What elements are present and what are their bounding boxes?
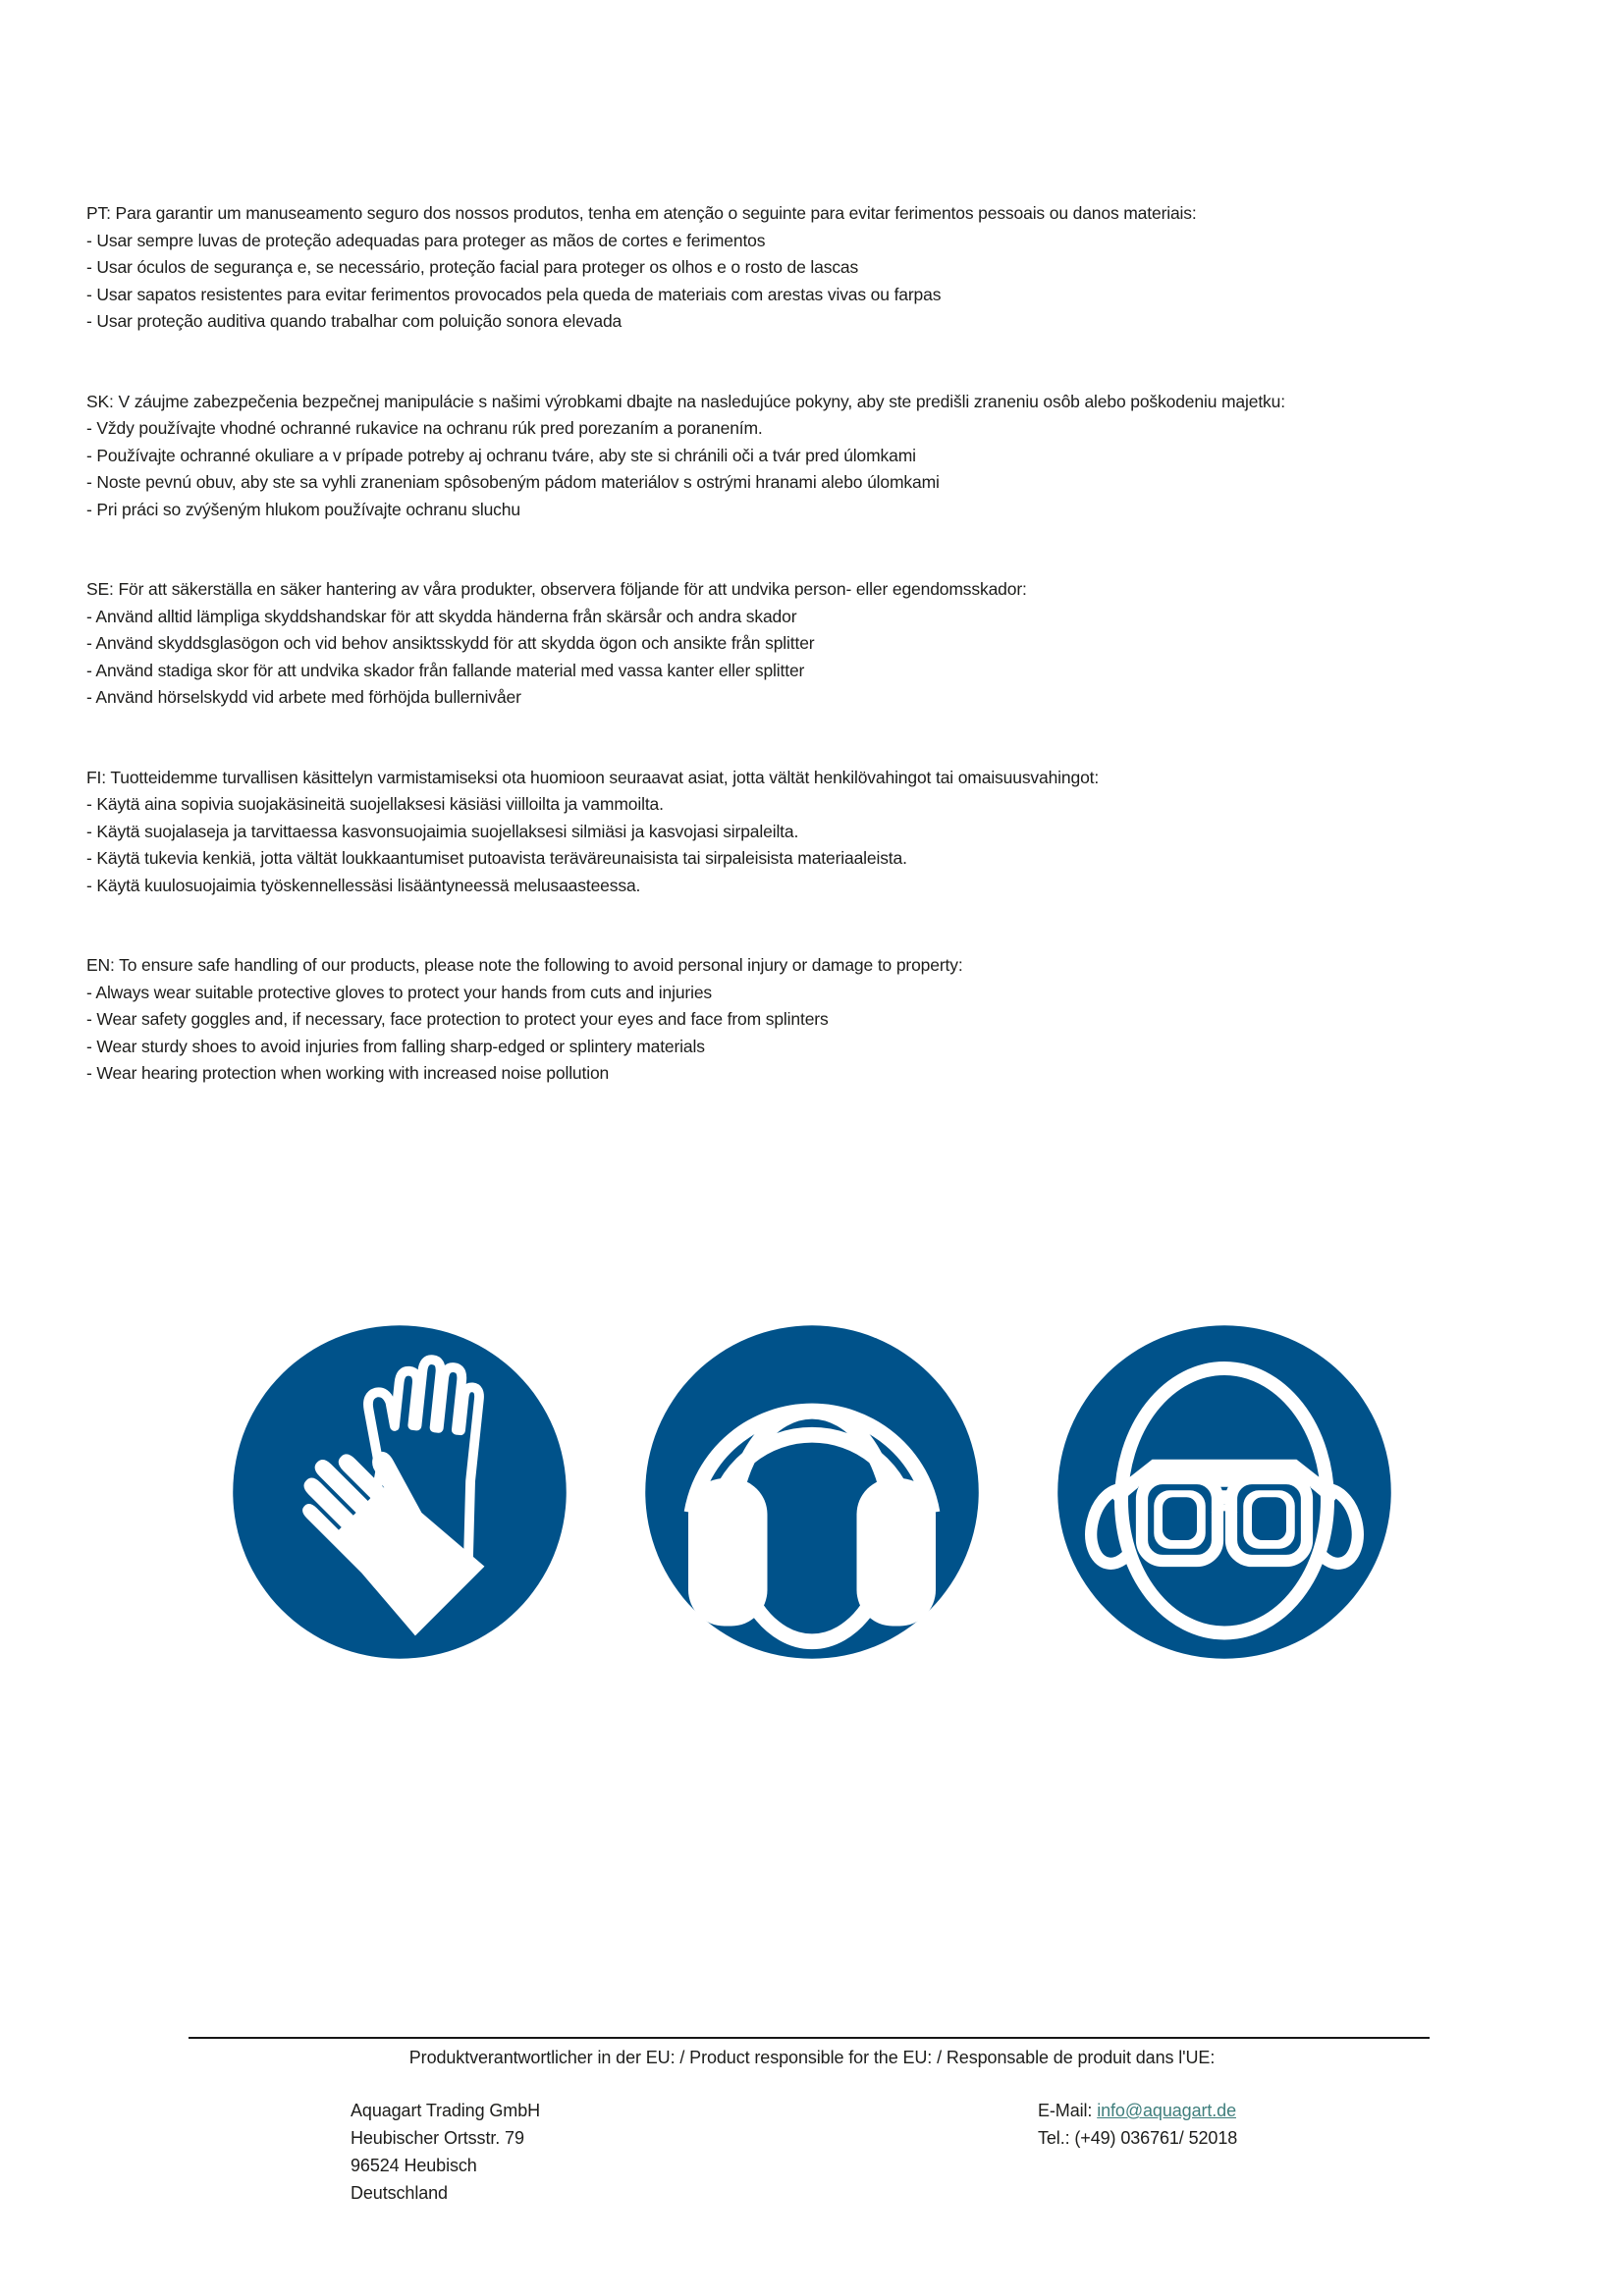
email-line: [1038, 2097, 1237, 2124]
company-city: 96524 Heubisch: [351, 2156, 477, 2175]
company-street: Heubischer Ortsstr. 79: [351, 2128, 524, 2148]
safety-section-pt: [86, 200, 1461, 336]
safety-instructions: [86, 200, 1461, 1141]
section-item: - Vždy používajte vhodné ochranné rukavice na ochranu rúk pred porezaním a poranením.: [86, 418, 763, 438]
section-item: - Käytä tukevia kenkiä, jotta vältät loukkaantumiset putoavista teräväreunaisista tai sirpaleisista materiaaleista.: [86, 848, 907, 868]
company-address: [351, 2097, 540, 2207]
section-intro: EN: To ensure safe handling of our products, please note the following to avoid personal injury or damage to property:: [86, 955, 963, 975]
section-item: - Använd stadiga skor för att undvika skador från fallande material med vassa kanter eller splitter: [86, 660, 805, 680]
section-item: - Usar sapatos resistentes para evitar ferimentos provocados pela queda de materiais com arestas vivas ou farpas: [86, 284, 942, 304]
company-country: Deutschland: [351, 2183, 448, 2203]
section-item: - Wear safety goggles and, if necessary, face protection to protect your eyes and face from splinters: [86, 1009, 829, 1029]
gloves-pictogram-icon: [228, 1320, 571, 1664]
section-intro: PT: Para garantir um manuseamento seguro dos nossos produtos, tenha em atenção o seguinte para evitar ferimentos pessoais ou danos materiais:: [86, 203, 1197, 223]
section-item: - Använd alltid lämpliga skyddshandskar för att skydda händerna från skärsår och andra skador: [86, 606, 797, 626]
safety-section-fi: [86, 765, 1461, 900]
section-item: - Noste pevnú obuv, aby ste sa vyhli zraneniam spôsobeným pádom materiálov s ostrými hranami alebo úlomkami: [86, 472, 940, 492]
section-item: - Always wear suitable protective gloves to protect your hands from cuts and injuries: [86, 982, 713, 1002]
footer-divider: [189, 2037, 1430, 2039]
email-label: E-Mail:: [1038, 2101, 1093, 2120]
section-item: - Käytä kuulosuojaimia työskennellessäsi lisääntyneessä melusaasteessa.: [86, 875, 641, 895]
section-intro: SE: För att säkerställa en säker hantering av våra produkter, observera följande för att undvika person- eller egendomsskador:: [86, 579, 1027, 599]
tel-line: Tel.: (+49) 036761/ 52018: [1038, 2128, 1238, 2148]
safety-section-se: [86, 576, 1461, 712]
safety-section-en: [86, 952, 1461, 1088]
section-item: - Pri práci so zvýšeným hlukom používajte ochranu sluchu: [86, 499, 520, 519]
section-item: - Usar óculos de segurança e, se necessário, proteção facial para proteger os olhos e o rosto de lascas: [86, 257, 859, 277]
pictogram-row: [0, 1320, 1624, 1664]
section-item: - Wear hearing protection when working with increased noise pollution: [86, 1063, 610, 1083]
section-item: - Käytä aina sopivia suojakäsineitä suojellaksesi käsiäsi viilloilta ja vammoilta.: [86, 794, 664, 814]
ear-protection-pictogram-icon: [640, 1320, 984, 1664]
section-item: - Usar sempre luvas de proteção adequadas para proteger as mãos de cortes e ferimentos: [86, 230, 766, 250]
footer-responsibility-line: Produktverantwortlicher in der EU: / Product responsible for the EU: / Responsable de produit dans l'UE:: [408, 2048, 1216, 2067]
company-name: Aquagart Trading GmbH: [351, 2101, 540, 2120]
safety-section-sk: [86, 389, 1461, 524]
contact-block: [1038, 2097, 1237, 2152]
section-item: - Používajte ochranné okuliare a v prípade potreby aj ochranu tváre, aby ste si chránili oči a tvár pred úlomkami: [86, 445, 916, 465]
section-item: - Käytä suojalaseja ja tarvittaessa kasvonsuojaimia suojellaksesi silmiäsi ja kasvojasi sirpaleilta.: [86, 821, 799, 841]
section-intro: SK: V záujme zabezpečenia bezpečnej manipulácie s našimi výrobkami dbajte na nasledujúce pokyny, aby ste predišli zraneniu osôb alebo poškodeniu majetku:: [86, 391, 1285, 411]
eye-protection-pictogram-icon: [1053, 1320, 1396, 1664]
section-item: - Använd hörselskydd vid arbete med förhöjda bullernivåer: [86, 687, 521, 707]
section-intro: FI: Tuotteidemme turvallisen käsittelyn varmistamiseksi ota huomioon seuraavat asiat, jotta vältät henkilövahingot tai omaisuusvahingot:: [86, 767, 1100, 787]
email-link[interactable]: info@aquagart.de: [1097, 2101, 1236, 2120]
section-item: - Wear sturdy shoes to avoid injuries from falling sharp-edged or splintery materials: [86, 1036, 705, 1056]
section-item: - Usar proteção auditiva quando trabalhar com poluição sonora elevada: [86, 311, 623, 331]
section-item: - Använd skyddsglasögon och vid behov ansiktsskydd för att skydda ögon och ansikte från splitter: [86, 633, 815, 653]
